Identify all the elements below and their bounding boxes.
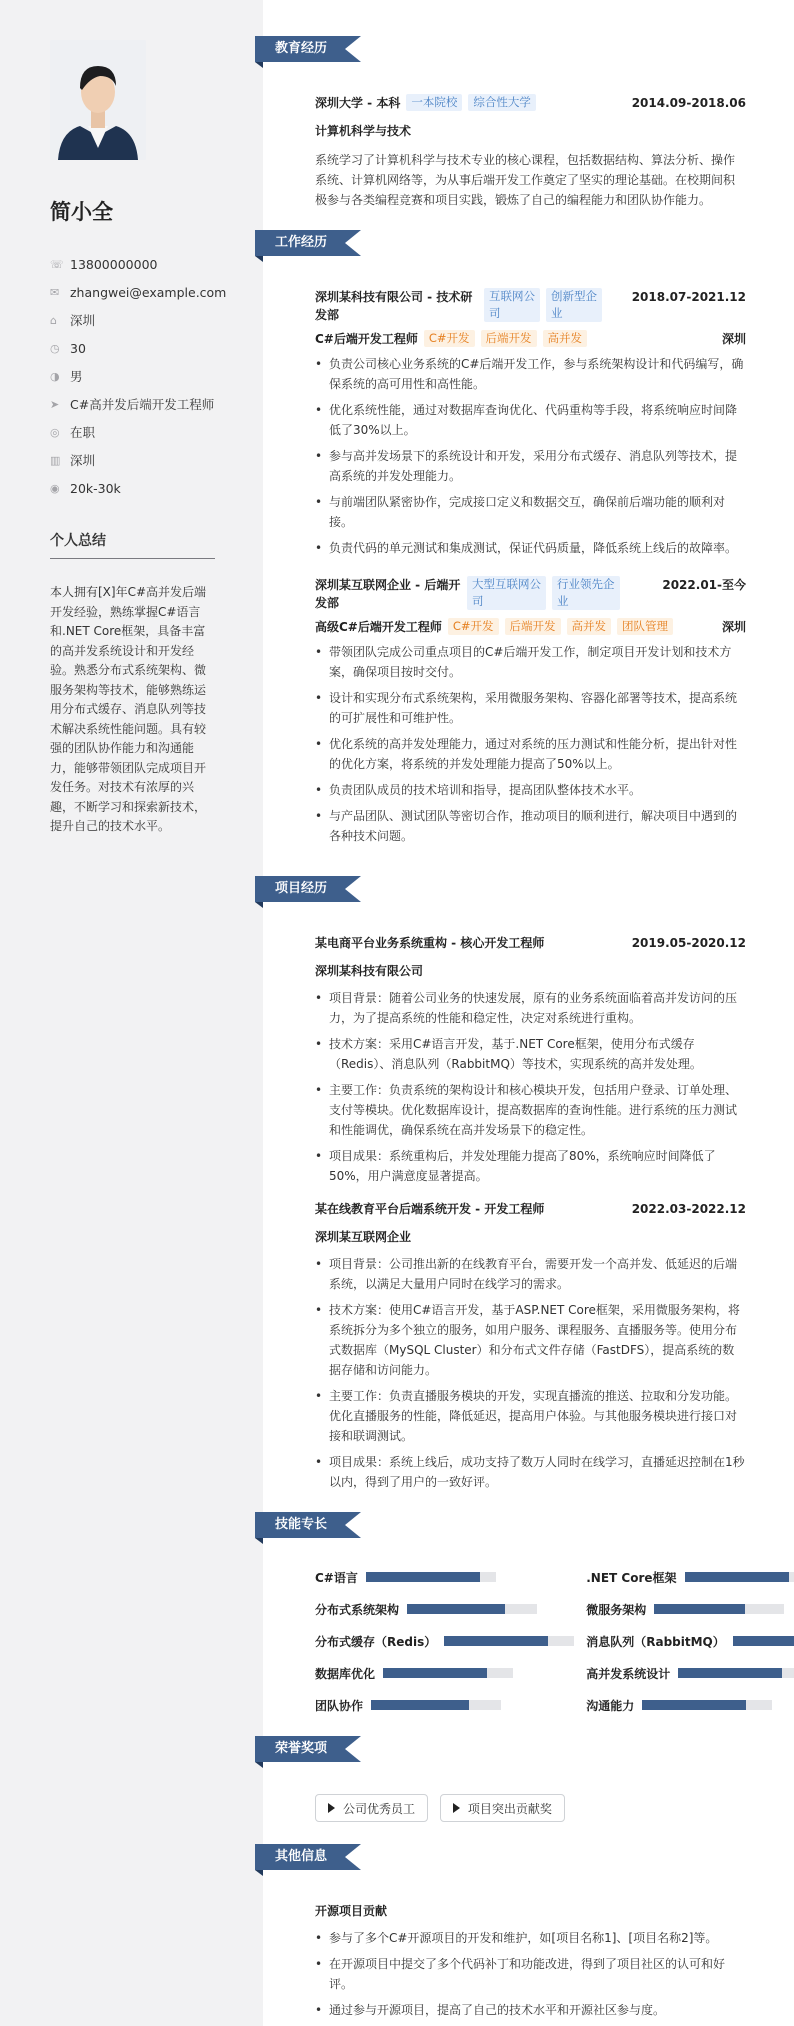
hometown-value: 深圳	[70, 313, 96, 328]
skill-name: 分布式系统架构	[315, 1602, 400, 1617]
education-entry	[315, 94, 746, 210]
education-header	[315, 94, 746, 112]
project-bullet: • 项目成果：系统重构后，并发处理能力提高了80%，系统响应时间降低了50%，用户满意度显著提高。	[315, 1146, 746, 1186]
project-header	[315, 1200, 746, 1218]
company-tag	[552, 576, 620, 610]
skill-level-track	[371, 1700, 501, 1710]
banner-tail	[345, 1512, 361, 1538]
project-company: 深圳某科技有限公司	[315, 964, 424, 978]
contact-info-list	[50, 250, 263, 502]
skill-item	[315, 1632, 574, 1650]
status-icon: ◎	[50, 425, 60, 439]
skill-level-fill	[733, 1636, 794, 1646]
section-title-skills: 技能专长	[255, 1512, 345, 1538]
section-title-other: 其他信息	[255, 1844, 345, 1870]
info-hometown	[50, 306, 263, 334]
work-bullet: • 负责团队成员的技术培训和指导，提高团队整体技术水平。	[315, 780, 746, 800]
work-header	[315, 576, 746, 612]
project-date: 2022.03-2022.12	[631, 1202, 746, 1216]
skill-level-track	[733, 1636, 794, 1646]
work-bullet: • 参与高并发场景下的系统设计和开发，采用分布式缓存、消息队列等技术，提高系统的并发处理能力。	[315, 446, 746, 486]
project-title: 某在线教育平台后端系统开发 - 开发工程师	[315, 1202, 545, 1216]
info-gender	[50, 362, 263, 390]
skill-level-track	[366, 1572, 496, 1582]
work-bullet: • 带领团队完成公司重点项目的C#后端开发工作，制定项目开发计划和技术方案，确保项目按时交付。	[315, 642, 746, 682]
work-bullets	[315, 354, 746, 558]
company-tag	[546, 288, 602, 322]
skill-item	[315, 1664, 574, 1682]
phone-icon: ☏	[50, 257, 64, 271]
job-icon: ➤	[50, 397, 60, 411]
work-role-left	[315, 618, 673, 636]
school-tag: 一本院校	[406, 94, 462, 111]
work-bullet: • 设计和实现分布式系统架构，采用微服务架构、容器化部署等技术，提高系统的可扩展性和可维护性。	[315, 688, 746, 728]
skill-item	[586, 1664, 794, 1682]
banner-fold	[255, 256, 263, 262]
work-bullet: • 优化系统性能，通过对数据库查询优化、代码重构等手段，将系统响应时间降低了30%以上。	[315, 400, 746, 440]
banner-tail	[345, 876, 361, 902]
banner-tail	[345, 1844, 361, 1870]
role-tag: C#开发	[424, 330, 475, 347]
company-tag-text: 大型互联网公	[472, 577, 541, 591]
project-bullets	[315, 988, 746, 1186]
summary-title: 个人总结	[50, 530, 215, 559]
section-banner-work	[255, 230, 361, 256]
section-banner-education	[255, 36, 361, 62]
skill-item	[586, 1600, 794, 1618]
banner-tail	[345, 36, 361, 62]
work-entry	[315, 288, 746, 564]
gender-value: 男	[70, 369, 83, 384]
company-name	[315, 576, 463, 612]
company-name-line: 发部	[315, 596, 340, 610]
salary-icon: ◉	[50, 481, 60, 495]
email-value: zhangwei@example.com	[70, 284, 227, 300]
work-bullets	[315, 642, 746, 846]
skill-level-track	[654, 1604, 784, 1614]
home-icon: ⌂	[50, 313, 57, 327]
skill-level-fill	[685, 1572, 789, 1582]
project-bullet: • 项目背景：公司推出新的在线教育平台，需要开发一个高并发、低延迟的后端系统，以满足大量用户同时在线学习的需求。	[315, 1254, 746, 1294]
honors-list	[315, 1794, 746, 1822]
candidate-name: 简小全	[50, 200, 113, 224]
project-bullets	[315, 1254, 746, 1492]
project-title: 某电商平台业务系统重构 - 核心开发工程师	[315, 936, 545, 950]
company-tag-text: 创新型企	[551, 289, 597, 303]
work-bullet: • 负责代码的单元测试和集成测试，保证代码质量，降低系统上线后的故障率。	[315, 538, 746, 558]
skill-item	[586, 1632, 794, 1650]
work-date: 2022.01-至今	[662, 578, 746, 592]
honor-label: 公司优秀员工	[343, 1801, 416, 1816]
section-banner-projects	[255, 876, 361, 902]
banner-tail	[345, 1736, 361, 1762]
section-banner-other	[255, 1844, 361, 1870]
info-city	[50, 446, 263, 474]
school-tag: 综合性大学	[468, 94, 536, 111]
phone-value: 13800000000	[70, 256, 158, 272]
role-tag: 高并发	[567, 618, 612, 635]
other-bullet: • 参与了多个C#开源项目的开发和维护，如[项目名称1]、[项目名称2]等。	[315, 1928, 746, 1948]
skill-level-fill	[407, 1604, 505, 1614]
work-role-line	[315, 618, 746, 636]
skill-level-track	[383, 1668, 513, 1678]
skill-level-fill	[383, 1668, 487, 1678]
info-age	[50, 334, 263, 362]
company-name	[315, 288, 480, 324]
banner-tail	[345, 230, 361, 256]
skill-item	[315, 1696, 574, 1714]
banner-fold	[255, 1762, 263, 1768]
skill-level-fill	[654, 1604, 745, 1614]
skill-level-track	[444, 1636, 574, 1646]
project-date: 2019.05-2020.12	[631, 936, 746, 950]
info-status	[50, 418, 263, 446]
play-icon	[453, 1803, 460, 1813]
other-title: 开源项目贡献	[315, 1904, 388, 1918]
company-tag-text: 司	[489, 306, 501, 320]
project-bullet: • 主要工作：负责直播服务模块的开发，实现直播流的推送、拉取和分发功能。优化直播服务的性能，降低延迟，提高用户体验。与其他服务模块进行接口对接和联调测试。	[315, 1386, 746, 1446]
sidebar	[0, 0, 263, 2026]
company-name-line: 深圳某互联网企业 - 后端开	[315, 578, 461, 592]
other-bullet: • 在开源项目中提交了多个代码补丁和功能改进，得到了项目社区的认可和好评。	[315, 1954, 746, 1994]
company-tag-text: 业	[557, 594, 569, 608]
project-entry	[315, 1200, 746, 1498]
profile-photo	[50, 40, 146, 160]
project-bullet: • 项目背景：随着公司业务的快速发展，原有的业务系统面临着高并发访问的压力，为了提高系统的性能和稳定性，决定对系统进行重构。	[315, 988, 746, 1028]
banner-fold	[255, 62, 263, 68]
banner-fold	[255, 902, 263, 908]
skills-grid	[315, 1568, 746, 1714]
role-tag: 高并发	[543, 330, 588, 347]
avatar	[50, 40, 146, 160]
other-info	[315, 1902, 746, 2026]
skill-level-track	[407, 1604, 537, 1614]
honor-item[interactable]	[440, 1794, 565, 1822]
honor-label: 项目突出贡献奖	[467, 1801, 552, 1816]
skill-item	[586, 1568, 794, 1586]
email-icon: ✉	[50, 285, 60, 299]
role-tag: 团队管理	[617, 618, 673, 635]
skill-level-fill	[371, 1700, 469, 1710]
work-bullet: • 与前端团队紧密协作，完成接口定义和数据交互，确保前后端功能的顺利对接。	[315, 492, 746, 532]
work-bullet: • 与产品团队、测试团队等密切合作，推动项目的顺利进行，解决项目中遇到的各种技术问题。	[315, 806, 746, 846]
company-tag-text: 司	[472, 594, 484, 608]
company-tag	[484, 288, 540, 322]
skill-name: 微服务架构	[586, 1602, 647, 1617]
summary-text: 本人拥有[X]年C#高并发后端开发经验，熟练掌握C#语言和.NET Core框架，具备丰富的高并发系统设计和开发经验。熟悉分布式系统架构、微服务架构等技术，能够熟练运用分布式缓存、消息队列等技术解决系统性能问题。具有较强的团队协作能力和沟通能力，能够带领团队完成项目开发任务。对技术有浓厚的兴趣，不断学习和探索新技术，提升自己的技术水平。	[50, 585, 207, 833]
section-title-work: 工作经历	[255, 230, 345, 256]
salary-value: 20k-30k	[70, 480, 121, 496]
company-tag-text: 互联网公	[489, 289, 535, 303]
skill-level-fill	[642, 1700, 746, 1710]
info-salary	[50, 474, 263, 502]
skill-level-track	[685, 1572, 794, 1582]
city-icon: ▥	[50, 453, 61, 467]
section-banner-honors	[255, 1736, 361, 1762]
skill-level-track	[678, 1668, 794, 1678]
work-city: 深圳	[721, 332, 746, 346]
work-bullet: • 优化系统的高并发处理能力，通过对系统的压力测试和性能分析，提出针对性的优化方案，将系统的并发处理能力提高了50%以上。	[315, 734, 746, 774]
company-tag	[467, 576, 546, 610]
skill-name: 高并发系统设计	[586, 1666, 671, 1681]
skill-level-track	[642, 1700, 772, 1710]
project-bullet: • 技术方案：使用C#语言开发，基于ASP.NET Core框架，采用微服务架构，将系统拆分为多个独立的服务，如用户服务、课程服务、直播服务等。使用分布式数据库（MySQL Cluster）和分布式文件存储（FastDFS），提高系统的数据存储和访问能力。	[315, 1300, 746, 1380]
role-tag: C#开发	[448, 618, 499, 635]
skill-item	[315, 1568, 574, 1586]
project-bullet: • 技术方案：采用C#语言开发，基于.NET Core框架，使用分布式缓存（Redis）、消息队列（RabbitMQ）等技术，实现系统的高并发处理。	[315, 1034, 746, 1074]
skill-level-fill	[444, 1636, 548, 1646]
company-name-line: 发部	[315, 308, 340, 322]
other-bullets	[315, 1928, 746, 2020]
skill-name: 消息队列（RabbitMQ）	[586, 1634, 725, 1649]
skill-name: 分布式缓存（Redis）	[315, 1634, 437, 1649]
school-name: 深圳大学 - 本科	[315, 96, 401, 110]
gender-icon: ◑	[50, 369, 60, 383]
banner-fold	[255, 1870, 263, 1876]
work-company-line	[315, 288, 602, 324]
skill-name: .NET Core框架	[586, 1570, 677, 1585]
job-value: C#高并发后端开发工程师	[70, 397, 215, 412]
education-desc: 系统学习了计算机科学与技术专业的核心课程，包括数据结构、算法分析、操作系统、计算机网络等，为从事后端开发工作奠定了坚实的理论基础。在校期间积极参与各类编程竞赛和项目实践，锻炼了自己的编程能力和团队协作能力。	[315, 153, 736, 207]
section-title-projects: 项目经历	[255, 876, 345, 902]
skill-name: C#语言	[315, 1570, 358, 1585]
project-bullet: • 项目成果：系统上线后，成功支持了数万人同时在线学习，直播延迟控制在1秒以内，得到了用户的一致好评。	[315, 1452, 746, 1492]
project-entry	[315, 934, 746, 1192]
info-email	[50, 278, 263, 306]
job-role: C#后端开发工程师	[315, 332, 418, 346]
work-bullet: • 负责公司核心业务系统的C#后端开发工作，参与系统架构设计和代码编写，确保系统的高可用性和高性能。	[315, 354, 746, 394]
honor-item[interactable]	[315, 1794, 428, 1822]
work-entry	[315, 576, 746, 852]
skill-level-fill	[366, 1572, 480, 1582]
education-date: 2014.09-2018.06	[631, 96, 746, 110]
work-date: 2018.07-2021.12	[631, 290, 746, 304]
project-bullet: • 主要工作：负责系统的架构设计和核心模块开发，包括用户登录、订单处理、支付等模块。优化数据库设计，提高数据库的查询性能。进行系统的压力测试和性能调优，确保系统在高并发场景下的稳定性。	[315, 1080, 746, 1140]
skill-name: 团队协作	[315, 1698, 364, 1713]
company-tag-text: 行业领先企	[557, 577, 615, 591]
city-value: 深圳	[70, 453, 96, 468]
role-tag: 后端开发	[505, 618, 561, 635]
company-tag-text: 业	[551, 306, 563, 320]
company-name-line: 深圳某科技有限公司 - 技术研	[315, 290, 473, 304]
skill-item	[586, 1696, 794, 1714]
major: 计算机科学与技术	[315, 124, 412, 138]
other-bullet: • 通过参与开源项目，提高了自己的技术水平和开源社区参与度。	[315, 2000, 746, 2020]
work-header	[315, 288, 746, 324]
work-company-line	[315, 576, 620, 612]
work-city: 深圳	[721, 620, 746, 634]
job-role: 高级C#后端开发工程师	[315, 620, 442, 634]
play-icon	[328, 1803, 335, 1813]
skill-level-fill	[678, 1668, 782, 1678]
education-school-line	[315, 94, 536, 112]
section-title-education: 教育经历	[255, 36, 345, 62]
info-phone	[50, 250, 263, 278]
work-role-line	[315, 330, 746, 348]
skill-item	[315, 1600, 574, 1618]
work-role-left	[315, 330, 587, 348]
age-icon: ◷	[50, 341, 60, 355]
role-tag: 后端开发	[481, 330, 537, 347]
section-title-honors: 荣誉奖项	[255, 1736, 345, 1762]
skill-name: 沟通能力	[586, 1698, 635, 1713]
info-job	[50, 390, 263, 418]
section-banner-skills	[255, 1512, 361, 1538]
banner-fold	[255, 1538, 263, 1544]
project-header	[315, 934, 746, 952]
skill-name: 数据库优化	[315, 1666, 376, 1681]
project-company: 深圳某互联网企业	[315, 1230, 412, 1244]
age-value: 30	[70, 340, 86, 356]
status-value: 在职	[70, 425, 96, 440]
